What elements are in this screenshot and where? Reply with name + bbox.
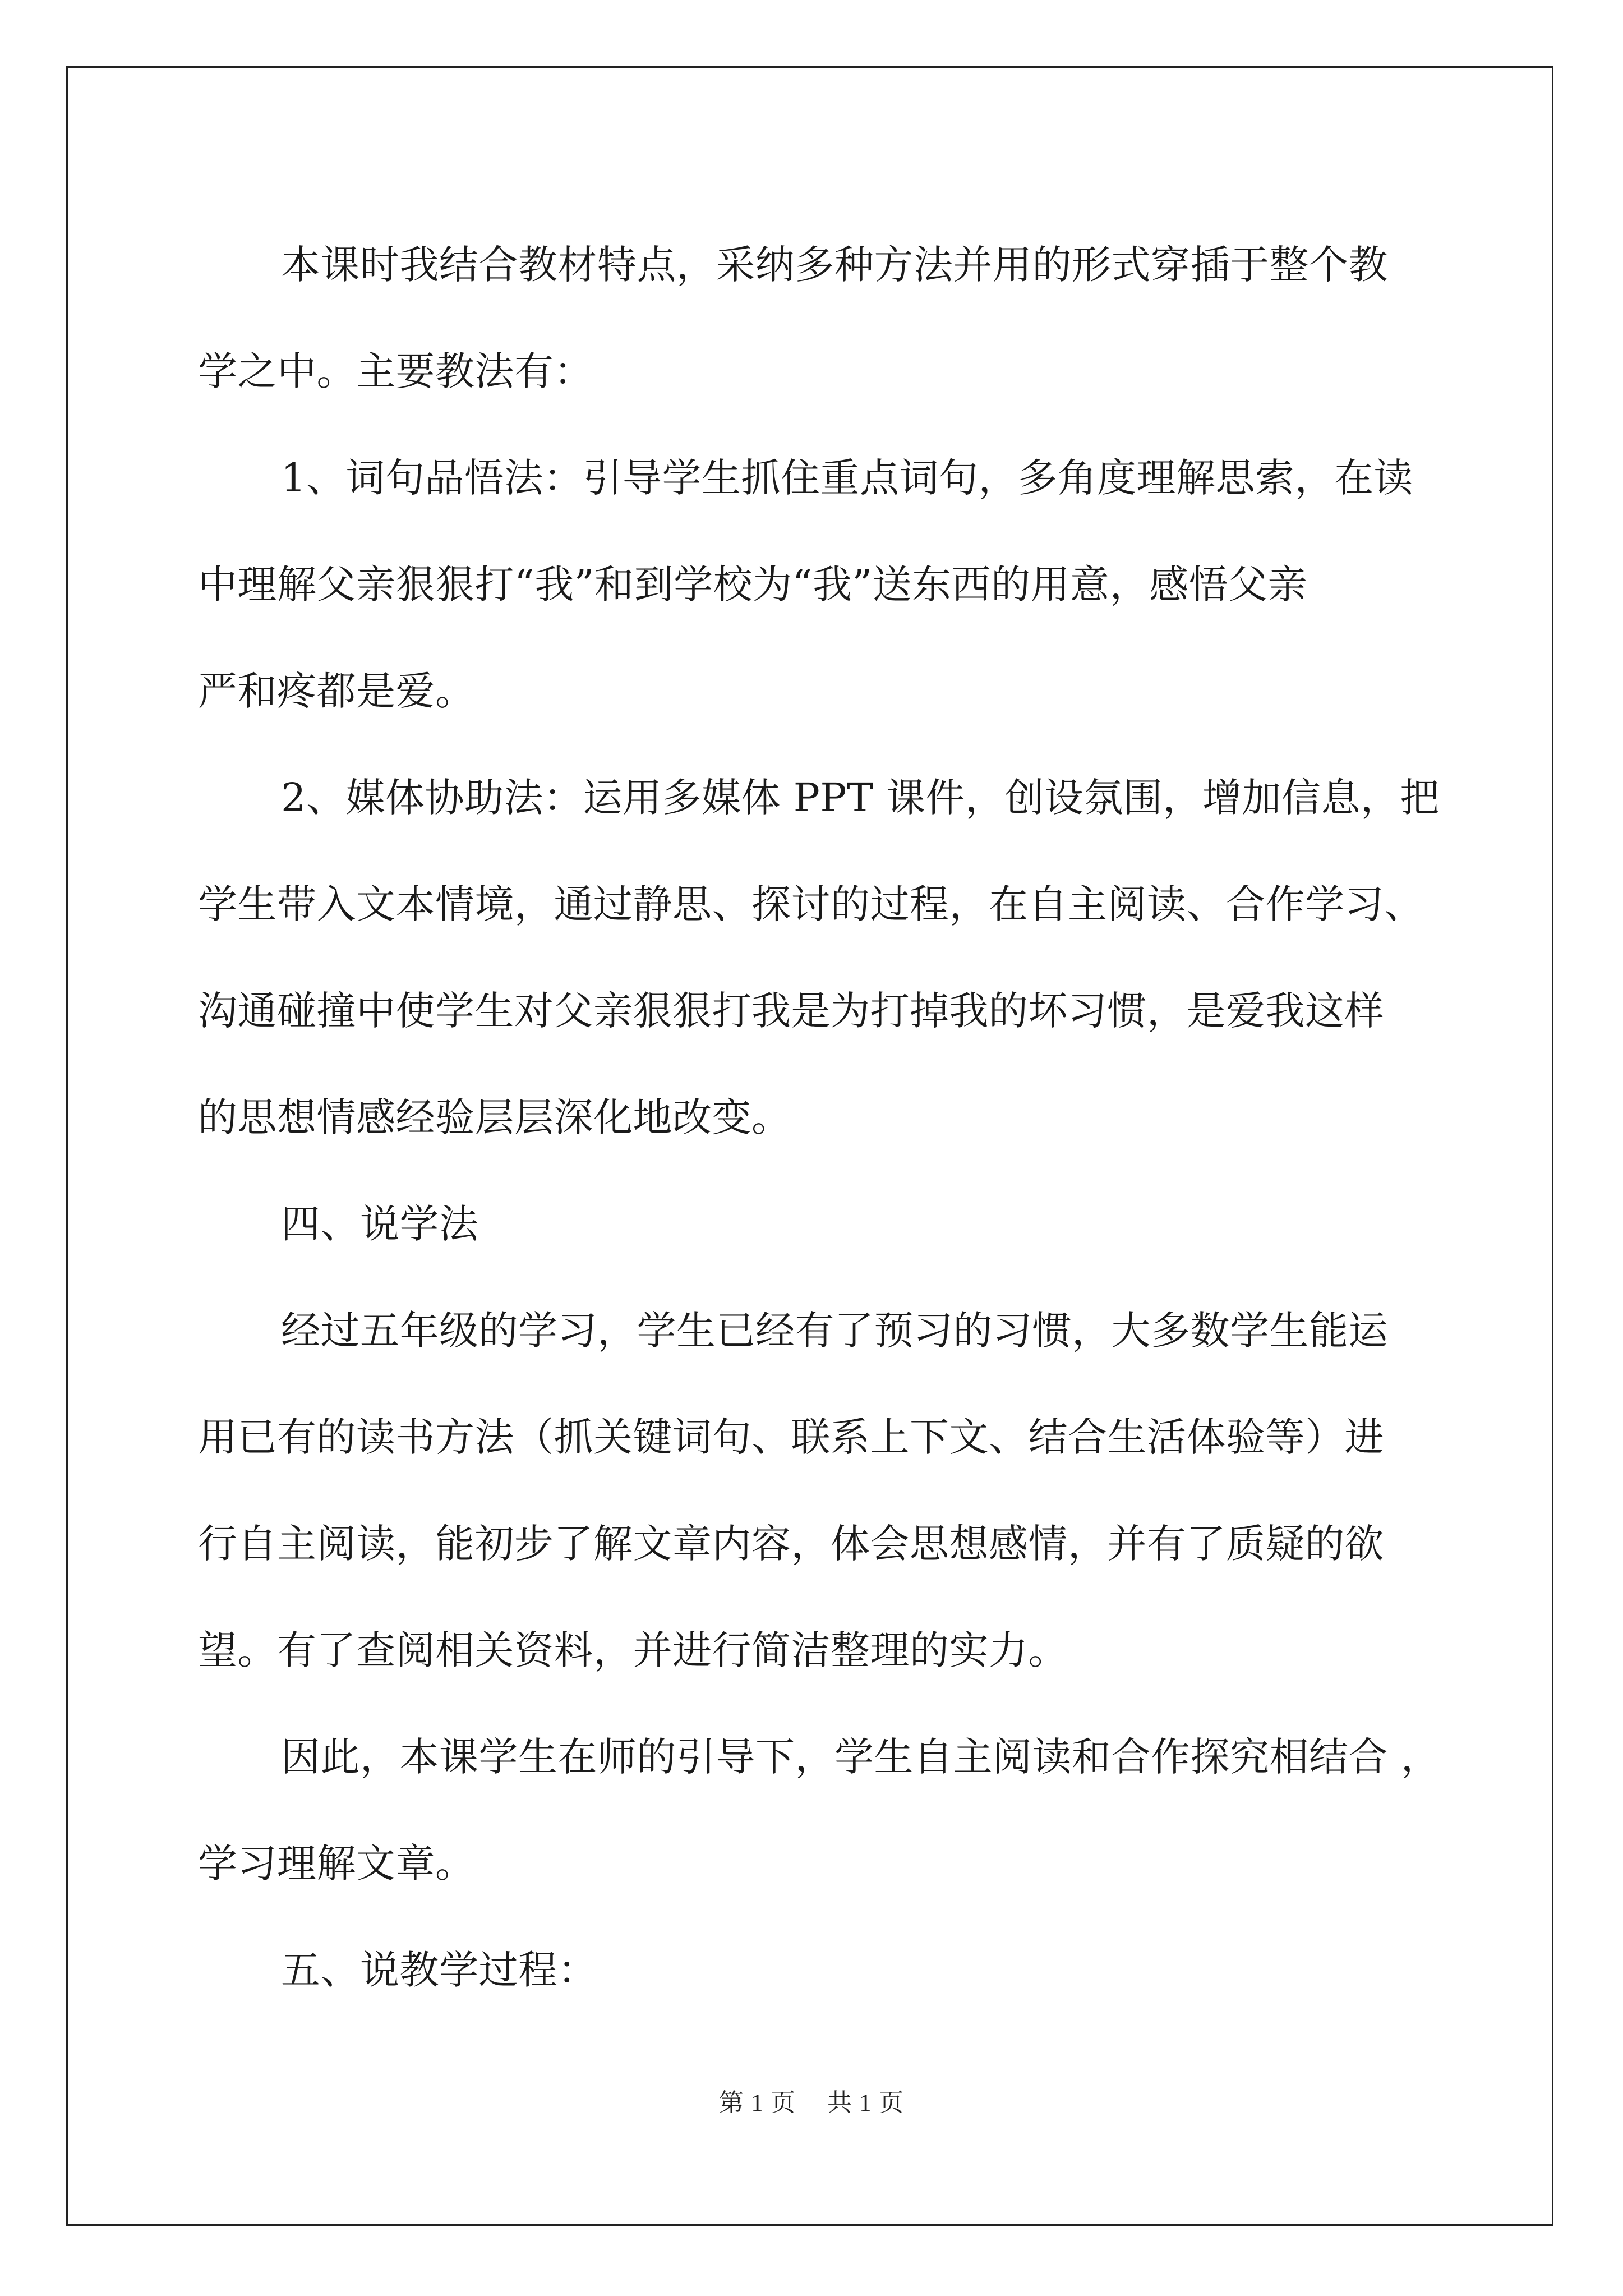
text-line: 用已有的读书方法（抓关键词句、联系上下文、结合生活体验等）进 [198, 1414, 1384, 1460]
text-line: 因此，本课学生在师的引导下，学生自主阅读和合作探究相结合 ， [281, 1734, 1441, 1780]
paragraph-therefore [198, 1704, 1441, 1917]
text-line: 学生带入文本情境，通过静思、探讨的过程，在自主阅读、合作学习、 [198, 881, 1424, 927]
text-line: 的思想情感经验层层深化地改变。 [198, 1094, 791, 1140]
text-line: 经过五年级的学习，学生已经有了预习的习惯，大多数学生能运 [281, 1308, 1388, 1354]
text-line: 五、说教学过程： [281, 1947, 597, 1993]
page-number: 第 1 页 [719, 2089, 796, 2116]
text-line: 中理解父亲狠狠打“我”和到学校为“我”送东西的用意，感悟父亲 [198, 562, 1308, 608]
text-line: 沟通碰撞中使学生对父亲狠狠打我是为打掉我的坏习惯，是爱我这样 [198, 988, 1384, 1034]
section-heading-learning-methods [198, 1171, 1432, 1277]
text-line: 四、说学法 [281, 1201, 479, 1247]
text-line: 行自主阅读，能初步了解文章内容，体会思想感情，并有了质疑的欲 [198, 1521, 1384, 1567]
page-total: 共 1 页 [827, 2089, 904, 2116]
text-line: 本课时我结合教材特点，采纳多种方法并用的形式穿插于整个教 [281, 242, 1388, 288]
paragraph-learning-methods [198, 1277, 1432, 1704]
page-footer [0, 2082, 1623, 2118]
text-line: 严和疼都是爱。 [198, 668, 475, 714]
section-heading-teaching-process [198, 1917, 1432, 2023]
text-line: 学之中。主要教法有： [198, 348, 593, 394]
paragraph-method-2 [198, 744, 1440, 1171]
text-line: 学习理解文章。 [198, 1841, 475, 1887]
text-line: 2、媒体协助法：运用多媒体 PPT 课件，创设氛围，增加信息，把 [281, 775, 1440, 821]
paragraph-method-1 [198, 425, 1432, 744]
text-line: 望。有了查阅相关资料，并进行简洁整理的实力。 [198, 1627, 1068, 1673]
document-body [198, 211, 1441, 2023]
text-line: 1、词句品悟法：引导学生抓住重点词句，多角度理解思索，在读 [281, 455, 1414, 501]
paragraph-teaching-methods-intro [198, 211, 1432, 425]
